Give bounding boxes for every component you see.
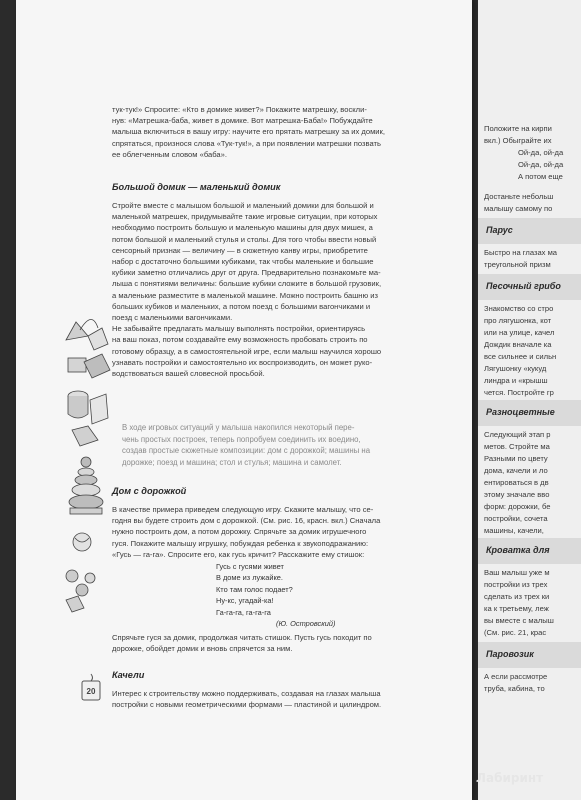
- section-title-big-small-house: Большой домик — маленький домик: [112, 182, 281, 192]
- text-line: форм: дорожки, бе: [484, 502, 551, 511]
- text-line: постройки с новыми геометрическими формами — пластиной и цилиндром.: [112, 700, 382, 710]
- heading-colored: Разноцветные: [486, 407, 555, 417]
- text-line: дорожке, обойдет домик и вновь спрячется за ним.: [112, 644, 293, 654]
- text-line: Следующий этап р: [484, 430, 551, 439]
- text-line: Разными по цвету: [484, 454, 548, 463]
- text-line: нув: «Матрешка-баба, живет в домике. Вот матрешка-Баба!» Побуждайте: [112, 116, 373, 126]
- text-line: создав простые сюжетные композиции: дом с дорожкой; машины на: [122, 446, 371, 456]
- text-line: Не забывайте предлагать малышу выполнять постройки, ориентируясь: [112, 324, 366, 334]
- poem-line: Гусь с гусями живет: [216, 562, 284, 571]
- text-line: треугольной призм: [484, 260, 551, 269]
- text-line: дома, качели и ло: [484, 466, 548, 475]
- text-line: необходимо построить большую и маленькую машины для двух мишек, а: [112, 223, 373, 233]
- text-line: вы вместе с малыш: [484, 616, 554, 625]
- text-line: машины, качели,: [484, 526, 544, 535]
- text-line: Стройте вместе с малышом большой и маленький домики для большой и: [112, 201, 374, 210]
- section3-body: [112, 688, 467, 710]
- pyramid-toy-illustration: [62, 450, 112, 660]
- text-line: (См. рис. 21, крас: [484, 628, 547, 637]
- text-line: Лягушонку «кукуд: [484, 364, 547, 373]
- text-line: узнавать постройки и самостоятельно их воспроизводить, он может руко-: [112, 357, 373, 367]
- text-line: все сильнее и сильн: [484, 352, 557, 361]
- text-line: кубики заметно отличались друг от друга. Предварительно познакомьте ма-: [112, 268, 381, 278]
- text-line: маленькой матрешек, придумывайте такие игровые ситуации, при которых: [112, 212, 378, 222]
- left-page: [16, 0, 472, 800]
- page-number: 20: [86, 687, 96, 696]
- text-line: лыша с понятиями величины: большие кубики сложите в большой грузовик,: [112, 279, 382, 289]
- text-line: спрятаться, произнося слова «Тук-тук!», а при появлении матрешки позвать: [112, 138, 381, 148]
- text-line: гуся. Покажите малышу игрушку, побуждая ребенка к звукоподражанию:: [112, 538, 369, 548]
- text-line: «Гусь — га-га». Спросите его, как гусь кричит? Расскажите ему стишок:: [112, 549, 365, 559]
- section-title-swings: Качели: [112, 670, 145, 680]
- text-line: нужно построить дом, а потом дорожку. Спрячьте за домик игрушечного: [112, 527, 367, 537]
- text-line: малышу самому по: [484, 204, 553, 213]
- heading-parus: Парус: [486, 225, 513, 235]
- intro-paragraph: [112, 104, 467, 160]
- text-line: линдра и «крышш: [484, 376, 548, 385]
- text-line: водствоваться вашей словесной просьбой.: [112, 369, 265, 379]
- section-title-house-with-path: Дом с дорожкой: [112, 486, 187, 496]
- text-line: постройки, сочета: [484, 514, 548, 523]
- right-page: [478, 0, 581, 800]
- summary-block: [122, 422, 467, 468]
- text-line: метов. Стройте ма: [484, 442, 550, 451]
- heading-train: Паровозик: [486, 649, 534, 659]
- text-line: а маленькие разместите в маленькой машине. Можно построить башню из: [112, 290, 379, 300]
- text-line: Ой-да, ой-да: [518, 160, 564, 169]
- text-line: Знакомство со стро: [484, 304, 554, 313]
- text-line: этому значале вво: [484, 490, 550, 499]
- text-line: А если рассмотре: [484, 672, 548, 681]
- text-line: труба, кабина, то: [484, 684, 545, 693]
- after-poem-body: [112, 632, 467, 654]
- text-line: больших кубиков и маленьких, а потом поезд с большими вагончиками и: [112, 301, 371, 311]
- text-line: чется. Постройте гр: [484, 388, 554, 397]
- text-line: годня вы будете строить дом с дорожкой. (См. рис. 16, красн. вкл.) Сначала: [112, 516, 381, 526]
- text-line: А потом еще: [518, 172, 563, 181]
- text-line: на ваш показ, потом создавайте ему возможность пробовать строить по: [112, 335, 368, 345]
- poem-line: Кто там голос подает?: [216, 584, 293, 594]
- text-line: Дождик вначале ка: [484, 340, 552, 349]
- poem-line: В доме из лужайке.: [216, 573, 283, 583]
- text-line: набор с достаточно большими кубиками, так чтобы маленькие и большие: [112, 257, 374, 267]
- text-line: тук-тук!» Спросите: «Кто в домике живет?» Покажите матрешку, воскли-: [112, 105, 367, 114]
- text-line: сенсорный признак — величину — в сюжетную канву игры, приобретите: [112, 245, 368, 255]
- section2-body: [112, 504, 467, 560]
- poem-line: Га-га-га, га-га-га: [216, 607, 271, 617]
- text-line: В ходе игровых ситуаций у малыша накопился некоторый пере-: [122, 423, 355, 432]
- poem-line: Ну-кс, угадай-ка!: [216, 596, 274, 606]
- text-line: дорожке; поезд и машина; стол и стулья; машина и самолет.: [122, 457, 342, 467]
- text-line: постройки из трех: [484, 580, 548, 589]
- text-line: ка к третьему, леж: [484, 604, 549, 613]
- text-line: готовому образцу, а в самостоятельной игре, если малыш научился хорошо: [112, 346, 382, 356]
- toy-blocks-illustration: [58, 300, 116, 450]
- watermark-logo: Лабиринт: [476, 771, 544, 785]
- text-line: Достаньте небольш: [484, 192, 554, 201]
- text-line: про лягушонка, кот: [484, 316, 552, 325]
- text-line: Положите на кирпи: [484, 124, 552, 133]
- text-line: В качестве примера приведем следующую игру. Скажите малышу, что се-: [112, 505, 374, 514]
- text-line: Ваш малыш уже м: [484, 568, 550, 577]
- poem-author: (Ю. Островский): [276, 619, 336, 629]
- text-line: Быстро на глазах ма: [484, 248, 558, 257]
- heading-bed: Кроватка для: [486, 545, 550, 555]
- text-line: малыша включиться в вашу игру: научите его прятать матрешку за их домик,: [112, 127, 385, 137]
- heading-sand-mushroom: Песочный грибо: [486, 281, 561, 291]
- poem: [216, 561, 396, 629]
- text-line: Интерес к строительству можно поддерживать, создавая на глазах малыша: [112, 689, 381, 698]
- text-line: ентироваться в дв: [484, 478, 549, 487]
- text-line: сделать из трех ки: [484, 592, 550, 601]
- text-line: вкл.) Обыграйте их: [484, 136, 552, 145]
- section1-body: [112, 200, 467, 379]
- text-line: Спрячьте гуся за домик, продолжая читать стишок. Пусть гусь походит по: [112, 633, 372, 642]
- text-line: или на улице, качел: [484, 328, 555, 337]
- text-line: ее облегченным словом «баба».: [112, 149, 227, 159]
- text-line: поезд с маленькими вагончиками.: [112, 313, 233, 323]
- text-line: потом большой и маленький стулья и столы. Для того чтобы ввести новый: [112, 234, 377, 244]
- text-line: чень простых построек, теперь попробуем соединить их воедино,: [122, 434, 361, 444]
- text-line: Ой-да, ой-да: [518, 148, 564, 157]
